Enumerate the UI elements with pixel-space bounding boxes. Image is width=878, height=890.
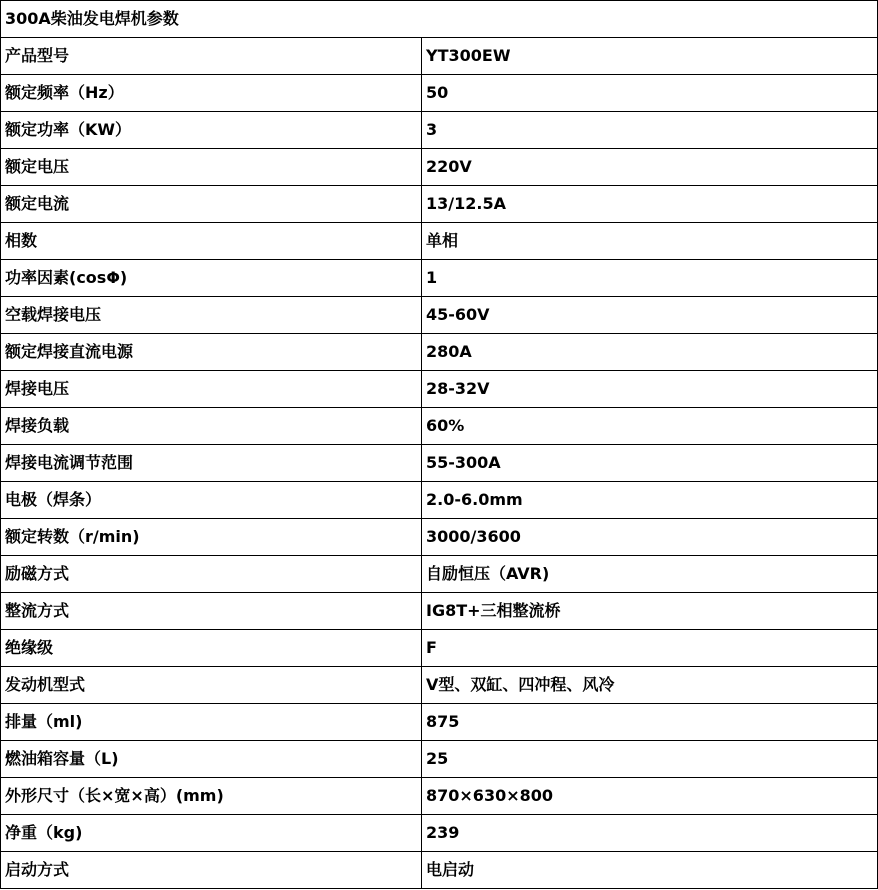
row-label: 整流方式 <box>1 593 422 630</box>
row-label: 净重（kg) <box>1 815 422 852</box>
table-row <box>1 815 878 852</box>
row-label: 功率因素(cosΦ) <box>1 260 422 297</box>
row-value: 870×630×800 <box>422 778 878 815</box>
row-value: 3000/3600 <box>422 519 878 556</box>
row-label: 额定电压 <box>1 149 422 186</box>
table-row <box>1 519 878 556</box>
row-value: 28-32V <box>422 371 878 408</box>
row-label: 励磁方式 <box>1 556 422 593</box>
table-row <box>1 334 878 371</box>
row-label: 电极（焊条） <box>1 482 422 519</box>
table-row <box>1 556 878 593</box>
row-value: 50 <box>422 75 878 112</box>
table-row <box>1 260 878 297</box>
row-value: 单相 <box>422 223 878 260</box>
row-label: 排量（ml) <box>1 704 422 741</box>
row-label: 产品型号 <box>1 38 422 75</box>
table-row <box>1 223 878 260</box>
row-label: 发动机型式 <box>1 667 422 704</box>
row-label: 额定转数（r/min) <box>1 519 422 556</box>
table-row <box>1 482 878 519</box>
row-value: 自励恒压（AVR) <box>422 556 878 593</box>
row-label: 额定电流 <box>1 186 422 223</box>
row-label: 相数 <box>1 223 422 260</box>
table-row <box>1 371 878 408</box>
row-value: IG8T+三相整流桥 <box>422 593 878 630</box>
table-row <box>1 778 878 815</box>
row-value: 3 <box>422 112 878 149</box>
spec-table-body <box>1 1 878 889</box>
table-row <box>1 593 878 630</box>
row-label: 焊接负载 <box>1 408 422 445</box>
row-value: YT300EW <box>422 38 878 75</box>
row-label: 额定频率（Hz） <box>1 75 422 112</box>
row-value: 60% <box>422 408 878 445</box>
table-row <box>1 667 878 704</box>
table-title: 300A柴油发电焊机参数 <box>1 1 878 38</box>
table-row <box>1 112 878 149</box>
row-value: 1 <box>422 260 878 297</box>
table-row <box>1 408 878 445</box>
table-row <box>1 445 878 482</box>
table-row <box>1 75 878 112</box>
row-label: 启动方式 <box>1 852 422 889</box>
table-row <box>1 630 878 667</box>
table-row <box>1 852 878 889</box>
row-label: 焊接电流调节范围 <box>1 445 422 482</box>
row-value: 25 <box>422 741 878 778</box>
table-row <box>1 741 878 778</box>
row-label: 绝缘级 <box>1 630 422 667</box>
row-label: 焊接电压 <box>1 371 422 408</box>
row-label: 空载焊接电压 <box>1 297 422 334</box>
row-value: 55-300A <box>422 445 878 482</box>
row-value: 45-60V <box>422 297 878 334</box>
row-value: 280A <box>422 334 878 371</box>
table-row <box>1 704 878 741</box>
row-value: 239 <box>422 815 878 852</box>
row-label: 额定焊接直流电源 <box>1 334 422 371</box>
row-label: 外形尺寸（长×宽×高）(mm) <box>1 778 422 815</box>
table-row <box>1 186 878 223</box>
row-label: 燃油箱容量（L) <box>1 741 422 778</box>
row-value: 875 <box>422 704 878 741</box>
table-row <box>1 38 878 75</box>
table-title-row <box>1 1 878 38</box>
row-value: 13/12.5A <box>422 186 878 223</box>
table-row <box>1 149 878 186</box>
row-value: 2.0-6.0mm <box>422 482 878 519</box>
table-row <box>1 297 878 334</box>
row-label: 额定功率（KW） <box>1 112 422 149</box>
row-value: 电启动 <box>422 852 878 889</box>
row-value: F <box>422 630 878 667</box>
row-value: 220V <box>422 149 878 186</box>
row-value: V型、双缸、四冲程、风冷 <box>422 667 878 704</box>
